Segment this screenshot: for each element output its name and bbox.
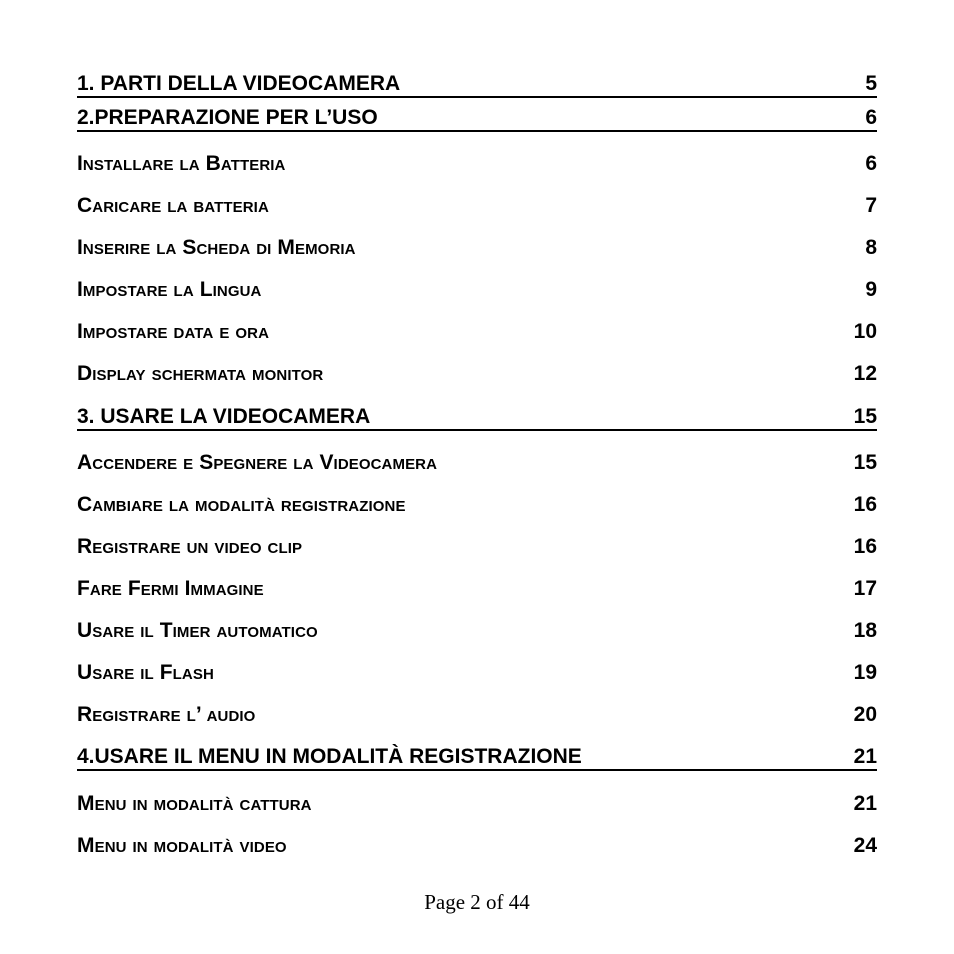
toc-page: 24 xyxy=(853,834,877,857)
toc-section[interactable] xyxy=(77,834,877,858)
toc-section[interactable] xyxy=(77,619,877,643)
toc-page: 16 xyxy=(853,493,877,516)
toc-title: Inserire la Scheda di Memoria xyxy=(77,236,356,259)
toc-page: 12 xyxy=(853,362,877,385)
toc-chapter[interactable] xyxy=(77,405,877,431)
toc-section[interactable] xyxy=(77,278,877,302)
toc-title: Registrare l’ audio xyxy=(77,703,256,726)
toc-section[interactable] xyxy=(77,194,877,218)
toc-title: Menu in modalità video xyxy=(77,834,287,857)
toc-section[interactable] xyxy=(77,152,877,176)
toc-title: Registrare un video clip xyxy=(77,535,303,558)
toc-page: 7 xyxy=(865,194,877,217)
toc-page: 17 xyxy=(853,577,877,600)
toc-page: 8 xyxy=(865,236,877,259)
toc-section[interactable] xyxy=(77,362,877,386)
toc-title: 1. PARTI DELLA VIDEOCAMERA xyxy=(77,72,401,95)
toc-section[interactable] xyxy=(77,792,877,816)
toc-page: 15 xyxy=(853,405,877,428)
toc-page: 10 xyxy=(853,320,877,343)
toc-section[interactable] xyxy=(77,451,877,475)
toc-page: 21 xyxy=(853,792,877,815)
toc-page: 18 xyxy=(853,619,877,642)
toc-section[interactable] xyxy=(77,535,877,559)
toc-page: 6 xyxy=(865,152,877,175)
toc-page: 5 xyxy=(865,72,877,95)
toc-page: 9 xyxy=(865,278,877,301)
toc-title: Accendere e Spegnere la Videocamera xyxy=(77,451,438,474)
toc-title: 3. USARE LA VIDEOCAMERA xyxy=(77,405,371,428)
toc-section[interactable] xyxy=(77,661,877,685)
toc-page: 15 xyxy=(853,451,877,474)
toc-page: 21 xyxy=(853,745,877,768)
toc-title: Fare Fermi Immagine xyxy=(77,577,264,600)
toc-title: Cambiare la modalità registrazione xyxy=(77,493,406,516)
toc-section[interactable] xyxy=(77,493,877,517)
toc-section[interactable] xyxy=(77,577,877,601)
toc-title: Impostare la Lingua xyxy=(77,278,262,301)
toc-title: Caricare la batteria xyxy=(77,194,269,217)
toc-section[interactable] xyxy=(77,703,877,727)
page-footer: Page 2 of 44 xyxy=(424,890,530,914)
toc-title: Display schermata monitor xyxy=(77,362,324,385)
toc-chapter[interactable] xyxy=(77,106,877,132)
toc-title: Usare il Timer automatico xyxy=(77,619,318,642)
toc-section[interactable] xyxy=(77,320,877,344)
toc-title: 2.PREPARAZIONE PER L’USO xyxy=(77,106,378,129)
toc-chapter[interactable] xyxy=(77,745,877,771)
toc-page: 6 xyxy=(865,106,877,129)
toc-page: 20 xyxy=(853,703,877,726)
toc-title: Menu in modalità cattura xyxy=(77,792,312,815)
toc-page: 19 xyxy=(853,661,877,684)
toc-page: 16 xyxy=(853,535,877,558)
toc-chapter[interactable] xyxy=(77,72,877,98)
toc-title: Installare la Batteria xyxy=(77,152,286,175)
toc-title: 4.USARE IL MENU IN MODALITÀ REGISTRAZIONE xyxy=(77,745,582,768)
toc-title: Usare il Flash xyxy=(77,661,214,684)
toc-section[interactable] xyxy=(77,236,877,260)
toc-title: Impostare data e ora xyxy=(77,320,270,343)
